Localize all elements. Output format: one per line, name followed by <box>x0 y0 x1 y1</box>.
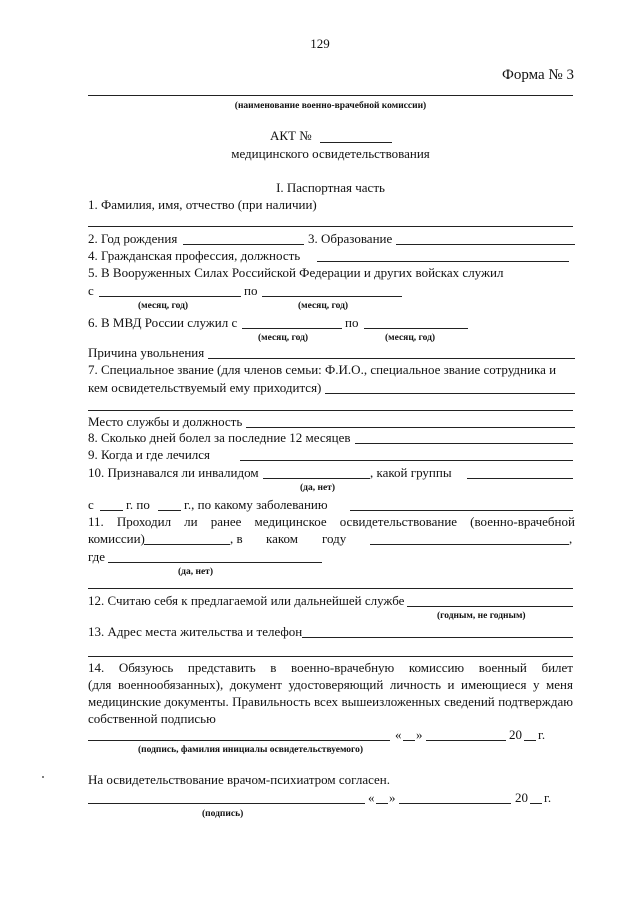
field-10-label: 10. Признавался ли инвалидом <box>88 465 259 480</box>
field-14-word: военнообязанных), <box>117 677 224 692</box>
act-subtitle: медицинского освидетельствования <box>231 146 430 161</box>
prior-exam-line[interactable] <box>144 544 230 545</box>
field-11-word: Проходил <box>116 514 172 529</box>
section-title: I. Паспортная часть <box>276 180 385 195</box>
date-quote-open: « <box>395 727 402 742</box>
psych-date-year-prefix: 20 <box>515 790 528 805</box>
army-to-line[interactable] <box>262 296 402 297</box>
prior-exam-where-line[interactable] <box>108 562 322 563</box>
field-14-line-3 <box>88 694 573 710</box>
psych-date-quote-open: « <box>368 790 375 805</box>
field-14-word: представить <box>187 660 256 675</box>
field-11-in-label: , в <box>230 531 243 546</box>
birth-year-line[interactable] <box>183 244 304 245</box>
service-place-line[interactable] <box>246 427 575 428</box>
rank-line-extra[interactable] <box>88 410 573 411</box>
field-14-word: и <box>447 677 455 692</box>
form-number: Форма № 3 <box>502 67 574 83</box>
field-11-word: ли <box>184 514 198 529</box>
field-13-label: 13. Адрес места жительства и телефон <box>88 624 303 639</box>
disability-from-year-line[interactable] <box>100 510 123 511</box>
field-11-which-label: каком <box>266 531 299 546</box>
field-5-from-label: с <box>88 283 94 298</box>
field-14-word: меня <box>546 677 573 692</box>
field-6-to-caption: (месяц, год) <box>385 333 436 343</box>
field-14-word: Обязуюсь <box>118 660 174 675</box>
date-day-line[interactable] <box>403 740 415 741</box>
field-10-disease-label: г., по какому заболеванию <box>184 497 328 512</box>
treatment-line[interactable] <box>240 460 573 461</box>
sick-days-line[interactable] <box>355 443 573 444</box>
commission-caption: (наименование военно-врачебной комиссии) <box>234 101 427 111</box>
disability-to-year-line[interactable] <box>158 510 181 511</box>
field-14-word: подтверждаю <box>498 694 573 709</box>
education-line[interactable] <box>396 244 575 245</box>
field-11-line-1 <box>88 514 575 530</box>
field-4-label: 4. Гражданская профессия, должность <box>88 248 301 263</box>
disability-group-line[interactable] <box>467 478 573 479</box>
field-11-word: (военно-врачебной <box>470 514 575 529</box>
field-11-word: 11. <box>88 514 104 529</box>
act-title: АКТ № <box>270 128 312 143</box>
psychiatrist-consent-label: На освидетельствование врачом-психиатром согласен. <box>88 772 391 787</box>
field-11-word: освидетельствование <box>339 514 458 529</box>
field-10-to-label: г. по <box>126 497 150 512</box>
field-14-word: Правильность <box>232 694 311 709</box>
field-14-word: (для <box>88 677 112 692</box>
psychiatrist-signature-caption: (подпись) <box>202 809 244 819</box>
signature-caption: (подпись, фамилия инициалы освидетельствуемого) <box>138 745 364 755</box>
field-6-to-label: по <box>345 315 359 330</box>
field-14-word: документ <box>229 677 282 692</box>
field-14-word: у <box>533 677 540 692</box>
psych-date-month-line[interactable] <box>399 803 511 804</box>
prior-exam-year-line[interactable] <box>370 544 569 545</box>
psych-date-quote-close: » <box>389 790 396 805</box>
field-14-word: сведений <box>444 694 495 709</box>
profession-line[interactable] <box>317 261 569 262</box>
psych-date-day-line[interactable] <box>376 803 388 804</box>
field-12-label: 12. Считаю себя к предлагаемой или дальнейшей службе <box>88 593 405 608</box>
field-14-word: 14. <box>88 660 105 675</box>
field-14-word: личность <box>389 677 442 692</box>
which-group-label: , какой группы <box>370 465 452 480</box>
field-11-caption: (да, нет) <box>178 567 213 577</box>
act-number-line[interactable] <box>320 142 392 143</box>
army-from-line[interactable] <box>99 296 241 297</box>
field-12-caption: (годным, не годным) <box>437 611 526 621</box>
field-11-where-label: где <box>88 549 106 564</box>
field-3-label: 3. Образование <box>308 231 393 246</box>
full-name-line[interactable] <box>88 226 573 227</box>
address-extra-line[interactable] <box>88 656 573 657</box>
field-14-word: удостоверяющий <box>288 677 384 692</box>
field-1-label: 1. Фамилия, имя, отчество (при наличии) <box>88 197 317 212</box>
address-line[interactable] <box>302 637 573 638</box>
field-11-year-label: году <box>322 531 347 546</box>
field-14-line-2 <box>88 677 573 693</box>
signature-line[interactable] <box>88 740 390 741</box>
psychiatrist-signature-line[interactable] <box>88 803 365 804</box>
field-14-word: военно-врачебную <box>291 660 395 675</box>
field-7-line-1: 7. Специальное звание (для членов семьи: Ф.И.О., специальное звание сотрудника и <box>88 362 557 377</box>
rank-line[interactable] <box>325 393 575 394</box>
scan-speck <box>42 776 44 778</box>
field-14-word: в <box>270 660 277 675</box>
dismissal-line[interactable] <box>208 358 575 359</box>
field-14-word: военный <box>478 660 527 675</box>
field-9-label: 9. Когда и где лечился <box>88 447 211 462</box>
field-10-from-label: с <box>88 497 94 512</box>
prior-exam-extra-line[interactable] <box>88 588 573 589</box>
mvd-to-line[interactable] <box>364 328 468 329</box>
page-number: 129 <box>310 36 330 51</box>
date-year-line[interactable] <box>524 740 536 741</box>
field-5-label: 5. В Вооруженных Силах Российской Федерации и других войсках служил <box>88 265 504 280</box>
field-14-word: медицинские <box>88 694 162 709</box>
field-14-line-4: собственной подписью <box>88 711 216 726</box>
field-14-word: билет <box>541 660 573 675</box>
psych-date-year-line[interactable] <box>530 803 542 804</box>
date-month-line[interactable] <box>426 740 506 741</box>
date-year-suffix: г. <box>538 727 546 742</box>
field-10-caption: (да, нет) <box>300 483 335 493</box>
field-11-word: медицинское <box>254 514 327 529</box>
field-7-line-2: кем освидетельствуемый ему приходится) <box>88 380 322 395</box>
date-year-prefix: 20 <box>509 727 522 742</box>
date-quote-close: » <box>416 727 423 742</box>
field-14-word: комиссию <box>408 660 465 675</box>
disability-disease-line[interactable] <box>350 510 573 511</box>
field-11-word: ранее <box>210 514 242 529</box>
psych-date-year-suffix: г. <box>544 790 552 805</box>
field-14-line-1 <box>88 660 573 676</box>
field-14-word: всех <box>313 694 339 709</box>
mvd-from-line[interactable] <box>242 328 342 329</box>
field-8-label: 8. Сколько дней болел за последние 12 месяцев <box>88 430 351 445</box>
field-6-label: 6. В МВД России служил с <box>88 315 238 330</box>
field-5-from-caption: (месяц, год) <box>138 301 189 311</box>
dismissal-label: Причина увольнения <box>88 345 205 360</box>
field-2-label: 2. Год рождения <box>88 231 178 246</box>
field-14-word: имеющиеся <box>461 677 527 692</box>
fitness-line[interactable] <box>407 606 573 607</box>
field-14-word: вышеизложенных <box>341 694 441 709</box>
field-11-commission-label: комиссии) <box>88 531 145 546</box>
field-11-comma: , <box>569 531 573 546</box>
disability-line[interactable] <box>263 478 370 479</box>
field-6-from-caption: (месяц, год) <box>258 333 309 343</box>
field-5-to-caption: (месяц, год) <box>298 301 349 311</box>
commission-name-line[interactable] <box>88 95 573 96</box>
field-5-to-label: по <box>244 283 258 298</box>
service-place-label: Место службы и должность <box>88 414 243 429</box>
field-14-word: документы. <box>164 694 229 709</box>
